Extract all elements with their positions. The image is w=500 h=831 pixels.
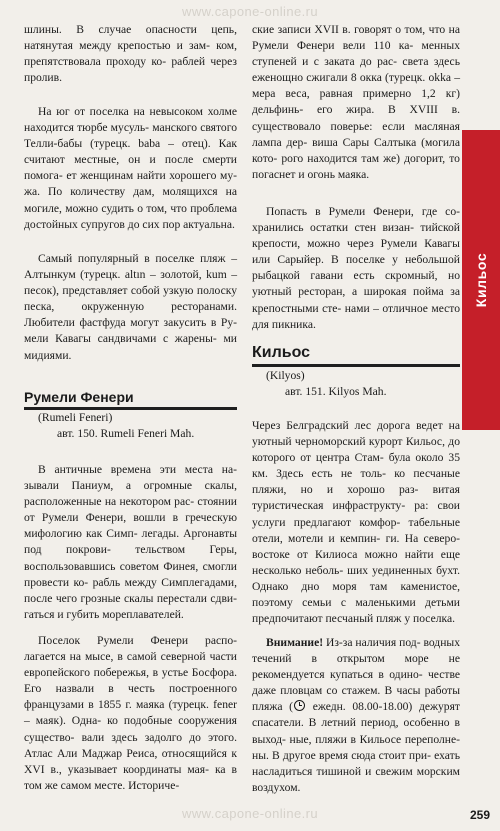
warning-label: Внимание!	[266, 636, 324, 649]
side-tab-label: Кильос	[473, 252, 489, 308]
rumeli-latin-name: (Rumeli Feneri)	[38, 411, 113, 424]
page-number: 259	[470, 808, 491, 822]
paragraph-lighthouse: Поселок Румели Фенери распо- лагается на мысе, в самой северной части европейского побережья, в устье Босфора. Его назвали в честь построенного французами в 1855 г. маяка (турецк. fener – маяк). Одна- ко подобные сооружения существо- вали здесь задолго до этого. Атлас Али Маджар Реиса, относящийся к XVI в., указывает координаты мая- ка в том же самом месте. Историче-	[24, 634, 237, 792]
watermark-bottom: www.capone-online.ru	[182, 806, 318, 821]
section-heading-rumeli-feneri: Румели Фенери	[24, 389, 134, 405]
side-tab	[462, 130, 500, 430]
kilyos-bus-info: авт. 151. Kilyos Mah.	[285, 385, 387, 398]
watermark-top: www.capone-online.ru	[182, 4, 318, 19]
paragraph-kilyos-resort: Через Белградский лес дорога ведет на уютный черноморский курорт Кильос, до которого от центра Стам- була около 35 км. Здесь есть не толь- ко песчаные пляжи, но и хорошо раз- витая туристическая инфраструкту- ра: свои услуги предлагают комфор- табельные отели, мотели и кемпин- ги. На северо-востоке от Килиоса можно найти еще несколько неболь- ших уединенных бухт. Однако дно моря там каменистое, поэтому семьи с маленькими детьми предпочитают песчаный пляж у поселка.	[252, 419, 461, 626]
paragraph-getting-there: Попасть в Румели Фенери, где со- хранились остатки стен визан- тийской крепости, можно через Румели Кавагы или Сарыйер. В поселке у небольшой рыбацкой гавани есть скромный, но уютный ресторан, а широкая пойма за крепостными сте- нами – отличное место для пикника.	[252, 205, 460, 331]
paragraph-historical-records: ские записи XVII в. говорят о том, что на Румели Фенери вели 110 ка- менных ступеней и с заката до рас- света здесь еженощно сжигали 8 окка (турецк. okka – мера веса, равная примерно 1,2 кг) дельфинь- его жира. В XVIII в. существовало поверье: если масляная лампа дер- виша Сары Салтыка (могила кото- рого находится там же) догорит, то погаснет и огонь маяка.	[252, 23, 461, 181]
paragraph-warning: Внимание! Из-за наличия под- водных течений в открытом море не рекомендуется купаться в одино- честве даже пловцам со стажем. В часы работы пляжа ( ежедн. 08.00-18.00) дежурят спасатели. В летний период, особенно в выход- ные, пляжи в Кильосе переполне- ны. В другое время сюда стоит при- ехать насладиться тишиной и свежим морским воздухом.	[252, 636, 461, 794]
section-rule-kilyos	[252, 364, 460, 367]
paragraph-simplegades: В античные времена эти места на- зывали Паниум, а огромные скалы, расположенные на некотором рас- стоянии от Румели Фенери, вошли в греческую мифологию как Симп- легады. Аргонавты под покрови- тельством Геры, воспользовавшись советом Финея, смогли провести ко- рабль между Симплегадами, после чего грозные скалы перестали сдви- гаться и губить мореплавателей.	[24, 463, 238, 621]
paragraph-castle-chain: шлины. В случае опасности цепь, натянутая между крепостью и зам- ком, препятствовала проходу ко- раблей через пролив.	[24, 23, 238, 85]
kilyos-latin-name: (Kilyos)	[266, 369, 305, 382]
clock-icon	[294, 700, 305, 711]
section-heading-kilyos: Кильос	[252, 344, 311, 361]
paragraph-altinkum: Самый популярный в поселке пляж – Алтынкум (турецк. altın – золотой, kum – песок), представляет собой узкую полоску песка, окруженную ресторанами. Любители фастфуда могут закусить в Ру- мели Кавагы сандвичами с жарены- ми мидиями.	[24, 252, 238, 362]
rumeli-bus-info: авт. 150. Rumeli Feneri Mah.	[57, 427, 195, 440]
paragraph-telli-baba: На юг от поселка на невысоком холме находится тюрбе мусуль- манского святого Телли-бабы (турецк. baba – отец). Как считают местные, он и после смерти помога- ет женщинам найти хорошего му- жа. По количеству дам, молящихся на могиле, можно судить о том, что проблема достойных супругов до сих пор актуальна.	[24, 105, 238, 231]
